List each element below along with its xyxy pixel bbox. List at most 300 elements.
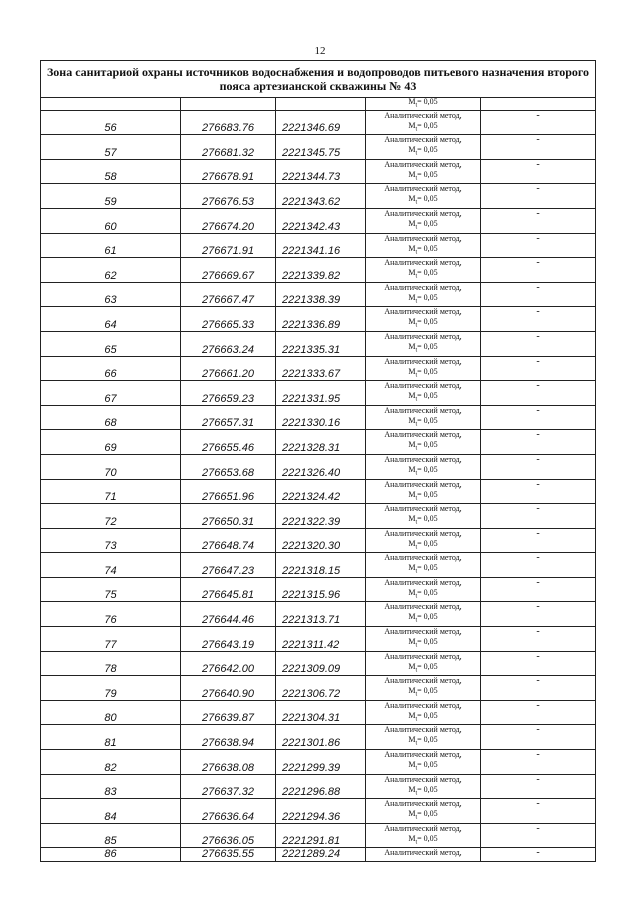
coord-y: 2221289.24 [276, 848, 366, 862]
coord-x: 276650.31 [181, 504, 276, 529]
coord-y: 2221291.81 [276, 823, 366, 848]
table-row [41, 430, 596, 455]
accuracy-prefix: M [408, 317, 416, 327]
dash-cell: - [481, 381, 596, 406]
dash-cell: - [481, 110, 596, 135]
point-number: 65 [41, 331, 181, 356]
accuracy-prefix: M [408, 218, 416, 228]
method-cell [366, 258, 481, 283]
accuracy-value: = 0,05 [417, 489, 438, 499]
method-cell [366, 479, 481, 504]
coord-y: 2221313.71 [276, 602, 366, 627]
table-row [41, 159, 596, 184]
accuracy-prefix: M [408, 661, 416, 671]
coord-y: 2221336.89 [276, 307, 366, 332]
coord-x: 276640.90 [181, 676, 276, 701]
coord-x: 276665.33 [181, 307, 276, 332]
table-row-last [41, 848, 596, 862]
accuracy-value: = 0,05 [417, 145, 438, 155]
accuracy-prefix: M [408, 563, 416, 573]
method-label: Аналитический метод, [384, 479, 462, 489]
dash-cell: - [481, 676, 596, 701]
method-cell [366, 577, 481, 602]
coord-x: 276644.46 [181, 602, 276, 627]
accuracy-label [366, 465, 480, 479]
accuracy-label [366, 391, 480, 405]
dash-cell: - [481, 258, 596, 283]
coord-x: 276653.68 [181, 454, 276, 479]
method-cell [366, 700, 481, 725]
dash-cell: - [481, 504, 596, 529]
point-number: 74 [41, 553, 181, 578]
method-label: Аналитический метод, [384, 504, 462, 514]
table-row [41, 553, 596, 578]
point-number: 76 [41, 602, 181, 627]
accuracy-sub: t [415, 273, 418, 280]
point-number: 68 [41, 405, 181, 430]
coord-y: 2221335.31 [276, 331, 366, 356]
method-label: Аналитический метод, [384, 307, 462, 317]
dash-cell: - [481, 405, 596, 430]
coord-x: 276639.87 [181, 700, 276, 725]
table-row [41, 135, 596, 160]
method-label: Аналитический метод, [384, 159, 462, 169]
coord-y: 2221306.72 [276, 676, 366, 701]
coord-x: 276637.32 [181, 774, 276, 799]
method-cell [366, 159, 481, 184]
accuracy-label [366, 194, 480, 208]
method-label: Аналитический метод, [384, 848, 462, 858]
accuracy-sub: t [415, 544, 418, 551]
method-label: Аналитический метод, [384, 208, 462, 218]
coord-x: 276651.96 [181, 479, 276, 504]
coord-x: 276638.94 [181, 725, 276, 750]
accuracy-sub: t [415, 470, 418, 477]
accuracy-value: = 0,05 [417, 366, 438, 376]
table-row [41, 479, 596, 504]
method-label: Аналитический метод, [384, 725, 462, 735]
dash-cell: - [481, 774, 596, 799]
accuracy-prefix: M [408, 538, 416, 548]
coord-x: 276681.32 [181, 135, 276, 160]
method-label: Аналитический метод, [384, 577, 462, 587]
accuracy-prefix: M [408, 292, 416, 302]
coord-y: 2221318.15 [276, 553, 366, 578]
coord-x: 276638.08 [181, 750, 276, 775]
accuracy-prefix: M [408, 833, 416, 843]
accuracy-label [366, 785, 480, 799]
coord-x: 276663.24 [181, 331, 276, 356]
point-number: 57 [41, 135, 181, 160]
coord-y: 2221315.96 [276, 577, 366, 602]
dash-cell: - [481, 848, 596, 862]
method-label: Аналитический метод, [384, 700, 462, 710]
accuracy-label [366, 440, 480, 454]
accuracy-value: = 0,05 [417, 587, 438, 597]
accuracy-label [366, 809, 480, 823]
coord-y: 2221331.95 [276, 381, 366, 406]
coord-x: 276671.91 [181, 233, 276, 258]
method-label: Аналитический метод, [384, 110, 462, 120]
accuracy-value: = 0,05 [417, 833, 438, 843]
table-row [41, 750, 596, 775]
accuracy-value: = 0,05 [417, 710, 438, 720]
method-label: Аналитический метод, [384, 258, 462, 268]
table-row [41, 577, 596, 602]
coord-y: 2221342.43 [276, 208, 366, 233]
accuracy-value: = 0,05 [417, 218, 438, 228]
continuation-row [41, 98, 596, 111]
accuracy-value: = 0,05 [417, 464, 438, 474]
method-label: Аналитический метод, [384, 528, 462, 538]
accuracy-sub: t [415, 347, 418, 354]
accuracy-prefix: M [408, 440, 416, 450]
method-label: Аналитический метод, [384, 774, 462, 784]
accuracy-prefix: M [408, 514, 416, 524]
accuracy-value: = 0,05 [417, 809, 438, 819]
accuracy-value: = 0,05 [417, 661, 438, 671]
point-number: 62 [41, 258, 181, 283]
accuracy-prefix: M [408, 415, 416, 425]
coord-y: 2221344.73 [276, 159, 366, 184]
accuracy-sub: t [415, 249, 418, 256]
accuracy-label [366, 711, 480, 725]
point-number: 70 [41, 454, 181, 479]
accuracy-prefix: M [408, 735, 416, 745]
accuracy-prefix: M [408, 120, 416, 130]
page-number: 12 [314, 45, 326, 57]
accuracy-value: = 0,05 [417, 686, 438, 696]
accuracy-value: = 0,05 [417, 760, 438, 770]
accuracy-sub: t [415, 716, 418, 723]
coord-y: 2221330.16 [276, 405, 366, 430]
coord-x: 276667.47 [181, 282, 276, 307]
method-cell [366, 799, 481, 824]
point-number: 63 [41, 282, 181, 307]
point-number: 79 [41, 676, 181, 701]
method-cell [366, 184, 481, 209]
dash-cell: - [481, 454, 596, 479]
coord-y: 2221339.82 [276, 258, 366, 283]
accuracy-label [366, 416, 480, 430]
dash-cell: - [481, 725, 596, 750]
accuracy-sub: t [415, 150, 418, 157]
accuracy-prefix: M [408, 341, 416, 351]
method-label: Аналитический метод, [384, 651, 462, 661]
accuracy-label [366, 612, 480, 626]
table-row [41, 331, 596, 356]
coord-x: 276661.20 [181, 356, 276, 381]
accuracy-label [366, 170, 480, 184]
accuracy-prefix: M [408, 686, 416, 696]
method-cell [366, 233, 481, 258]
dash-cell: - [481, 282, 596, 307]
coord-x: 276676.53 [181, 184, 276, 209]
table-row [41, 184, 596, 209]
table-row [41, 725, 596, 750]
coord-y: 2221296.88 [276, 774, 366, 799]
coord-x: 276636.05 [181, 823, 276, 848]
accuracy-value: = 0,05 [417, 784, 438, 794]
accuracy-sub: t [415, 445, 418, 452]
accuracy-sub: t [415, 642, 418, 649]
accuracy-label [366, 367, 480, 381]
table-row [41, 528, 596, 553]
method-cell [366, 651, 481, 676]
coordinates-table [40, 60, 596, 862]
point-number: 82 [41, 750, 181, 775]
accuracy-value: = 0,05 [417, 538, 438, 548]
table-row [41, 504, 596, 529]
point-number: 66 [41, 356, 181, 381]
point-number: 59 [41, 184, 181, 209]
accuracy-prefix: M [408, 489, 416, 499]
accuracy-label [366, 834, 480, 848]
accuracy-sub: t [415, 298, 418, 305]
method-cell [366, 676, 481, 701]
accuracy-value: = 0,05 [417, 194, 438, 204]
accuracy-prefix: M [408, 391, 416, 401]
accuracy-sub: t [415, 372, 418, 379]
table-title: Зона санитариой охраны источников водоснабжения и водопроводов питьевого назначения второго пояса артезианской скважины № 43 [41, 61, 596, 98]
coord-y: 2221324.42 [276, 479, 366, 504]
method-label: Аналитический метод, [384, 750, 462, 760]
accuracy-label [366, 293, 480, 307]
method-cell [366, 356, 481, 381]
accuracy-label [366, 342, 480, 356]
accuracy-sub: t [415, 495, 418, 502]
coord-y: 2221322.39 [276, 504, 366, 529]
method-cell [366, 823, 481, 848]
point-number: 80 [41, 700, 181, 725]
method-label: Аналитический метод, [384, 405, 462, 415]
method-cell [366, 430, 481, 455]
accuracy-label [366, 145, 480, 159]
accuracy-sub: t [415, 568, 418, 575]
table-row [41, 110, 596, 135]
accuracy-prefix: M [408, 268, 416, 278]
accuracy-label [366, 268, 480, 282]
accuracy-sub: t [415, 519, 418, 526]
accuracy-value: = 0,05 [417, 243, 438, 253]
dash-cell: - [481, 159, 596, 184]
method-cell [366, 553, 481, 578]
point-number: 86 [41, 848, 181, 862]
dash-cell: - [481, 602, 596, 627]
coord-x: 276636.64 [181, 799, 276, 824]
coord-x: 276683.76 [181, 110, 276, 135]
accuracy-label [366, 514, 480, 528]
point-number: 73 [41, 528, 181, 553]
method-cell [366, 504, 481, 529]
accuracy-label [366, 121, 480, 135]
method-label: Аналитический метод, [384, 135, 462, 145]
method-cell [366, 381, 481, 406]
method-cell [366, 848, 481, 862]
accuracy-value: = 0,05 [417, 637, 438, 647]
accuracy-value: = 0,05 [417, 292, 438, 302]
dash-cell: - [481, 651, 596, 676]
coord-x: 276643.19 [181, 627, 276, 652]
method-label: Аналитический метод, [384, 553, 462, 563]
coord-y: 2221304.31 [276, 700, 366, 725]
coord-x: 276659.23 [181, 381, 276, 406]
coord-y: 2221301.86 [276, 725, 366, 750]
coord-x: 276642.00 [181, 651, 276, 676]
coord-x: 276635.55 [181, 848, 276, 862]
accuracy-label [366, 637, 480, 651]
coord-y: 2221294.36 [276, 799, 366, 824]
dash-cell: - [481, 184, 596, 209]
table-row [41, 258, 596, 283]
method-cell [366, 528, 481, 553]
method-label: Аналитический метод, [384, 454, 462, 464]
coord-y: 2221311.42 [276, 627, 366, 652]
method-label: Аналитический метод, [384, 356, 462, 366]
accuracy-prefix: M [408, 194, 416, 204]
coord-x: 276655.46 [181, 430, 276, 455]
method-cell [366, 331, 481, 356]
accuracy-label [366, 219, 480, 233]
accuracy-sub: t [415, 421, 418, 428]
accuracy-prefix: M [408, 169, 416, 179]
point-number: 77 [41, 627, 181, 652]
accuracy-sub: t [415, 765, 418, 772]
method-cell [366, 135, 481, 160]
point-number: 58 [41, 159, 181, 184]
coord-y: 2221328.31 [276, 430, 366, 455]
table-row [41, 602, 596, 627]
accuracy-sub: t [415, 839, 418, 846]
accuracy-sub: t [415, 396, 418, 403]
coord-y: 2221346.69 [276, 110, 366, 135]
accuracy-prefix: M [408, 809, 416, 819]
accuracy-prefix: M [408, 243, 416, 253]
method-label: Аналитический метод, [384, 602, 462, 612]
coord-x: 276648.74 [181, 528, 276, 553]
accuracy-sub: t [415, 814, 418, 821]
point-number: 75 [41, 577, 181, 602]
method-cell [366, 110, 481, 135]
accuracy-label [366, 317, 480, 331]
accuracy-label [366, 490, 480, 504]
coord-y: 2221326.40 [276, 454, 366, 479]
table-row [41, 774, 596, 799]
accuracy-sub: t [415, 322, 418, 329]
accuracy-value: = 0,05 [417, 169, 438, 179]
accuracy-prefix: M [408, 637, 416, 647]
accuracy-value: = 0,05 [417, 514, 438, 524]
point-number: 85 [41, 823, 181, 848]
accuracy-label [366, 539, 480, 553]
accuracy-sub: t [415, 593, 418, 600]
coord-x: 276669.67 [181, 258, 276, 283]
dash-cell: - [481, 627, 596, 652]
method-label: Аналитический метод, [384, 282, 462, 292]
accuracy-prefix: M [408, 710, 416, 720]
accuracy-sub: t [415, 224, 418, 231]
dash-cell: - [481, 528, 596, 553]
accuracy-value: = 0,05 [417, 612, 438, 622]
accuracy-prefix: M [408, 145, 416, 155]
dash-cell: - [481, 331, 596, 356]
accuracy-value: = 0,05 [417, 341, 438, 351]
coord-y: 2221320.30 [276, 528, 366, 553]
dash-cell: - [481, 135, 596, 160]
method-label: Аналитический метод, [384, 627, 462, 637]
point-number: 78 [41, 651, 181, 676]
point-number: 64 [41, 307, 181, 332]
accuracy-sub: t [415, 618, 418, 625]
table-row [41, 233, 596, 258]
accuracy-value: = 0,05 [417, 268, 438, 278]
method-cell [366, 602, 481, 627]
table-row [41, 627, 596, 652]
accuracy-sub: t [415, 175, 418, 182]
accuracy-label [366, 760, 480, 774]
accuracy-sub: t [415, 126, 418, 133]
table-row [41, 454, 596, 479]
point-number: 61 [41, 233, 181, 258]
table-row [41, 282, 596, 307]
dash-cell: - [481, 307, 596, 332]
accuracy-sub: t [415, 790, 418, 797]
point-number: 72 [41, 504, 181, 529]
point-number: 69 [41, 430, 181, 455]
accuracy-sub: t [415, 199, 418, 206]
method-cell [366, 454, 481, 479]
coord-x: 276645.81 [181, 577, 276, 602]
coord-y: 2221309.09 [276, 651, 366, 676]
method-cell [366, 725, 481, 750]
accuracy-prefix: M [408, 784, 416, 794]
accuracy-prefix: M [408, 587, 416, 597]
coord-y: 2221343.62 [276, 184, 366, 209]
dash-cell: - [481, 799, 596, 824]
table-row [41, 405, 596, 430]
accuracy-value: = 0,05 [417, 317, 438, 327]
coord-y: 2221333.67 [276, 356, 366, 381]
accuracy-prefix: M [408, 760, 416, 770]
method-cell [366, 750, 481, 775]
dash-cell: - [481, 233, 596, 258]
dash-cell: - [481, 479, 596, 504]
accuracy-sub: t [415, 691, 418, 698]
accuracy-value: = 0,05 [417, 563, 438, 573]
accuracy-label [366, 244, 480, 258]
accuracy-label [366, 588, 480, 602]
table-row [41, 651, 596, 676]
table-row [41, 307, 596, 332]
table-row [41, 823, 596, 848]
table-row [41, 356, 596, 381]
accuracy-value: = 0,05 [417, 120, 438, 130]
method-label: Аналитический метод, [384, 799, 462, 809]
accuracy-cell: $M_t= 0,05$ [366, 98, 481, 111]
method-label: Аналитический метод, [384, 430, 462, 440]
dash-cell: - [481, 750, 596, 775]
method-cell [366, 405, 481, 430]
point-number: 67 [41, 381, 181, 406]
dash-cell: - [481, 553, 596, 578]
method-label: Аналитический метод, [384, 381, 462, 391]
accuracy-sub: t [415, 741, 418, 748]
dash-cell: - [481, 823, 596, 848]
accuracy-prefix: M [408, 464, 416, 474]
method-cell [366, 627, 481, 652]
accuracy-label [366, 662, 480, 676]
coord-y: 2221341.16 [276, 233, 366, 258]
